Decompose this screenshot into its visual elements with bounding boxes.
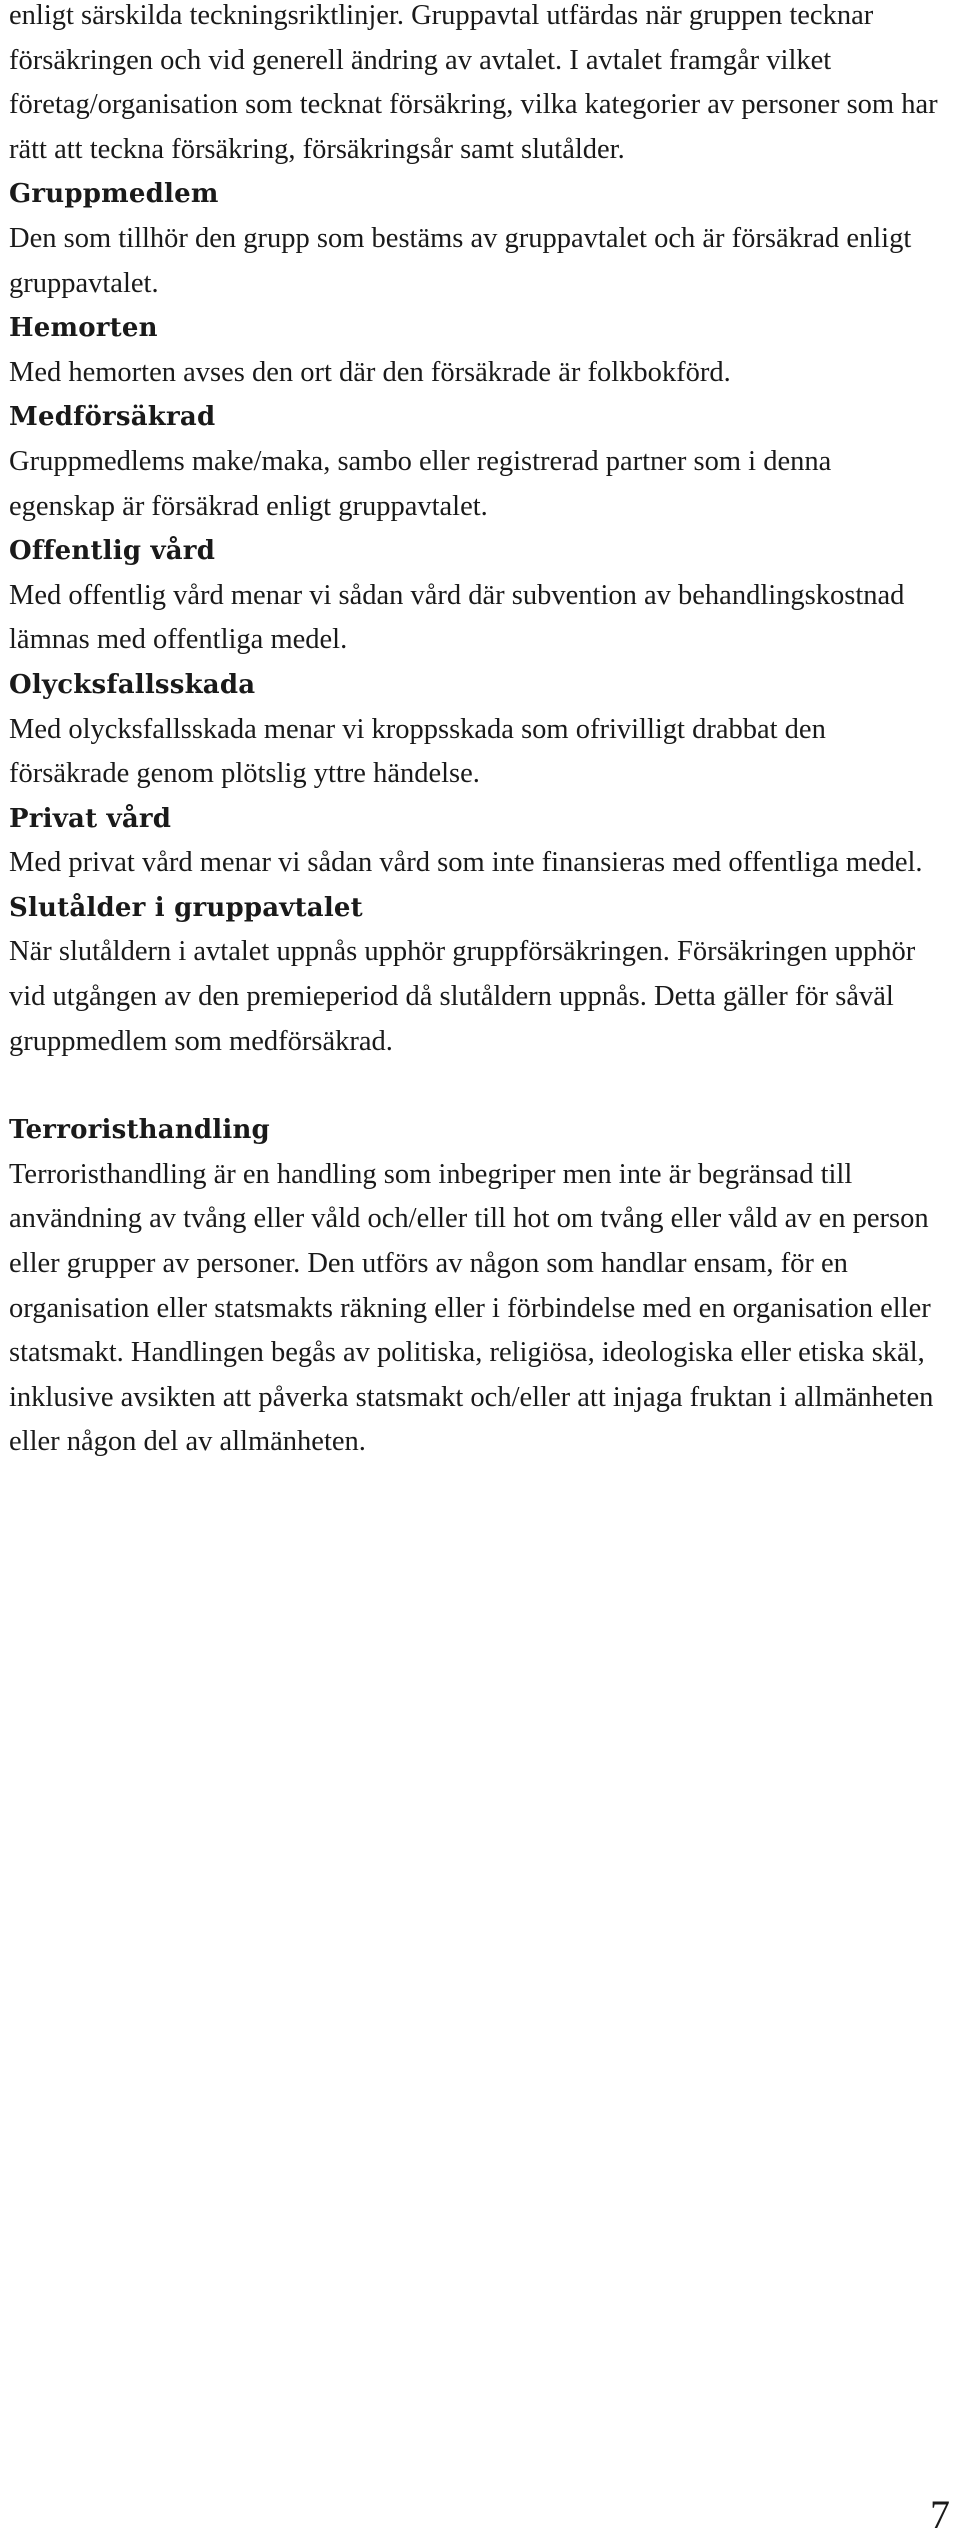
term-heading: Gruppmedlem (9, 179, 219, 210)
term-heading: Slutålder i gruppavtalet (9, 892, 363, 923)
definition-entry-gruppmedlem (9, 172, 939, 306)
definition-entry-privat-vard (9, 797, 939, 886)
term-definition: Med privat vård menar vi sådan vård som inte finansieras med offentliga medel. (9, 847, 923, 879)
term-definition: Med offentlig vård menar vi sådan vård där subvention av behandlingskostnad lämnas med offentliga medel. (9, 579, 905, 656)
term-heading: Terroristhandling (9, 1115, 270, 1146)
term-definition: Med olycksfallsskada menar vi kroppsskada som ofrivilligt drabbat den försäkrade genom plötslig yttre händelse. (9, 713, 826, 790)
term-definition: Terroristhandling är en handling som inbegriper men inte är begränsad till användning av tvång eller våld och/eller till hot om tvång eller våld av en person eller grupper av personer. Den utförs av någon som handlar ensam, för en organisation eller statsmakts räkning eller i förbindelse med en organisation eller statsmakt. Handlingen begås av politiska, religiösa, ideologiska eller etiska skäl, inklusive avsikten att påverka statsmakt och/eller att injaga fruktan i allmänheten eller någon del av allmänheten. (9, 1158, 934, 1458)
definition-entry-slutalder (9, 886, 939, 1064)
page-number: 7 (930, 2492, 950, 2537)
term-definition: Gruppmedlems make/maka, sambo eller registrerad partner som i denna egenskap är försäkrad enligt gruppavtalet. (9, 445, 832, 522)
definition-entry-hemorten (9, 306, 939, 395)
definition-entry-medforsakrad (9, 395, 939, 529)
term-heading: Medförsäkrad (9, 402, 216, 433)
term-heading: Hemorten (9, 313, 158, 344)
term-definition: Med hemorten avses den ort där den försäkrade är folkbokförd. (9, 356, 731, 388)
document-body (9, 0, 939, 1465)
definition-entry-olycksfallsskada (9, 663, 939, 797)
intro-paragraph: enligt särskilda teckningsriktlinjer. Gruppavtal utfärdas när gruppen tecknar försäkringen och vid generell ändring av avtalet. I avtalet framgår vilket företag/organisation som tecknat försäkring, vilka kategorier av personer som har rätt att teckna försäkring, försäkringsår samt slutålder. (9, 0, 938, 165)
definition-entry-offentlig-vard (9, 529, 939, 663)
term-heading: Privat vård (9, 803, 172, 834)
definition-entry-terroristhandling (9, 1108, 939, 1465)
term-definition: Den som tillhör den grupp som bestäms av gruppavtalet och är försäkrad enligt gruppavtalet. (9, 222, 912, 299)
term-definition: När slutåldern i avtalet uppnås upphör gruppförsäkringen. Försäkringen upphör vid utgången av den premieperiod då slutåldern uppnås. Detta gäller för såväl gruppmedlem som medförsäkrad. (9, 936, 916, 1057)
term-heading: Offentlig vård (9, 536, 216, 567)
term-heading: Olycksfallsskada (9, 669, 256, 700)
